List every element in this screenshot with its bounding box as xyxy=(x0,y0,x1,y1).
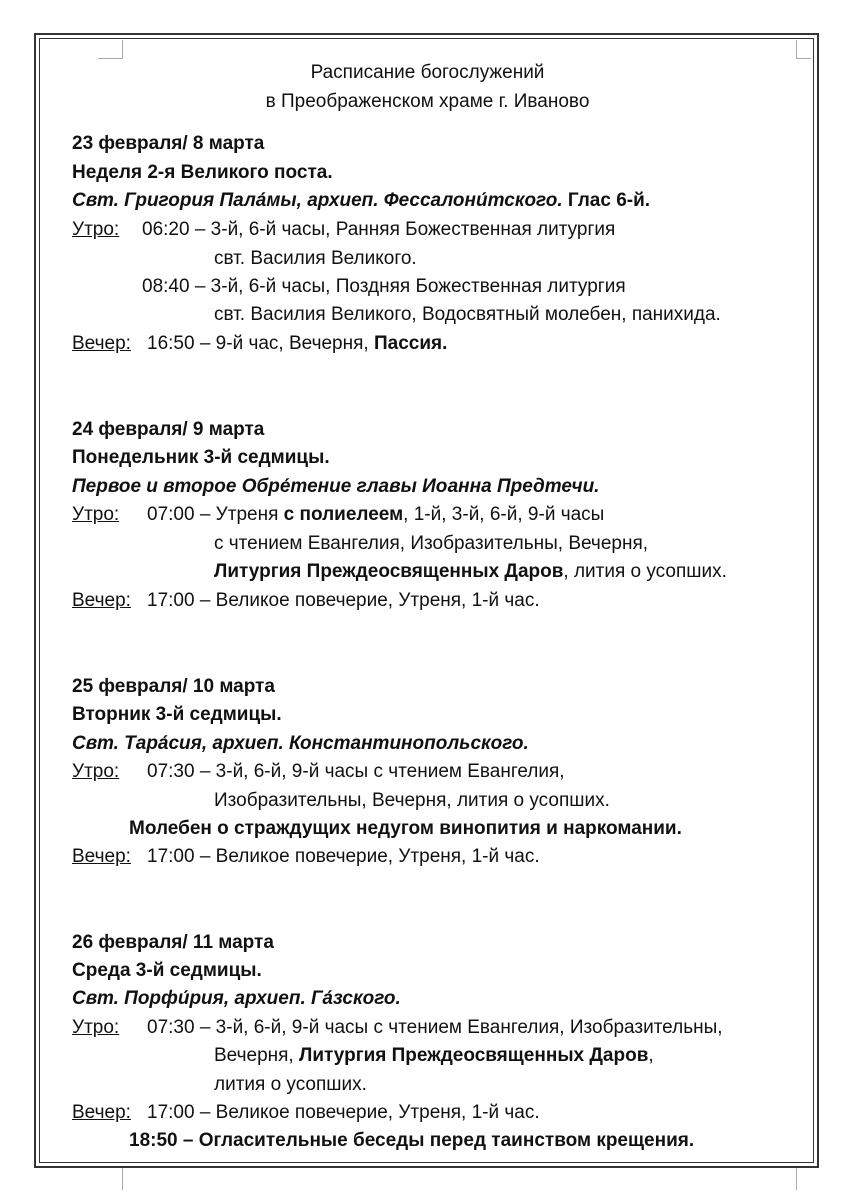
service-line: лития о усопших. xyxy=(214,1074,367,1095)
service-line: 07:00 – Утреня с полиелеем, 1-й, 3-й, 6-й, 9-й часы xyxy=(147,504,605,525)
service-line: 07:30 – 3-й, 6-й, 9-й часы с чтением Евангелия, xyxy=(147,761,565,782)
service-line: 08:40 – 3-й, 6-й часы, Поздняя Божественная литургия xyxy=(142,276,626,297)
service-line: свт. Василия Великого. xyxy=(214,248,417,269)
day-name: Неделя 2-я Великого поста. xyxy=(72,162,333,183)
service-line: 17:00 – Великое повечерие, Утреня, 1-й час. xyxy=(147,1102,540,1123)
service-line: 06:20 – 3-й, 6-й часы, Ранняя Божественная литургия xyxy=(142,219,616,240)
service-line: 17:00 – Великое повечерие, Утреня, 1-й час. xyxy=(147,846,540,867)
service-line: 17:00 – Великое повечерие, Утреня, 1-й час. xyxy=(147,590,540,611)
page-title-line2: в Преображенском храме г. Иваново xyxy=(265,91,590,112)
evening-label: Вечер: xyxy=(72,1102,131,1123)
service-line: 16:50 – 9-й час, Вечерня, Пассия. xyxy=(147,333,448,354)
service-line: Изобразительны, Вечерня, лития о усопших. xyxy=(214,790,610,811)
saint-line xyxy=(72,190,650,212)
day-date: 25 февраля/ 10 марта xyxy=(72,676,275,697)
saint-name: Первое и второе Обре́тение главы Иоанна Предтечи. xyxy=(72,476,600,497)
morning-label: Утро: xyxy=(72,219,120,240)
morning-label: Утро: xyxy=(72,1017,120,1038)
corner-mark-bottom-left xyxy=(122,1168,123,1190)
morning-label: Утро: xyxy=(72,761,120,782)
saint-name: Свт. Григория Пала́мы, архиеп. Фессалони́тского. xyxy=(72,190,563,211)
corner-mark-top-left xyxy=(98,40,123,59)
service-line: 07:30 – 3-й, 6-й, 9-й часы с чтением Евангелия, Изобразительны, xyxy=(147,1017,723,1038)
service-line-highlight: 18:50 – Огласительные беседы перед таинством крещения. xyxy=(129,1130,695,1151)
evening-label: Вечер: xyxy=(72,846,131,867)
service-line: свт. Василия Великого, Водосвятный молебен, панихида. xyxy=(214,304,721,325)
day-date: 24 февраля/ 9 марта xyxy=(72,419,265,440)
corner-mark-top-right xyxy=(796,40,811,59)
day-name: Среда 3-й седмицы. xyxy=(72,960,262,981)
saint-name: Свт. Тара́сия, архиеп. Константинопольского. xyxy=(72,733,529,754)
corner-mark-bottom-right xyxy=(796,1168,797,1190)
page-title-line1: Расписание богослужений xyxy=(310,62,545,83)
day-name: Понедельник 3-й седмицы. xyxy=(72,447,330,468)
day-date: 26 февраля/ 11 марта xyxy=(72,932,274,953)
tone: Глас 6-й. xyxy=(562,190,651,211)
service-line: Литургия Преждеосвященных Даров, лития о усопших. xyxy=(214,561,727,582)
day-name: Вторник 3-й седмицы. xyxy=(72,704,282,725)
service-line: с чтением Евангелия, Изобразительны, Вечерня, xyxy=(214,533,649,554)
evening-label: Вечер: xyxy=(72,590,131,611)
evening-label: Вечер: xyxy=(72,333,131,354)
service-line-highlight: Молебен о страждущих недугом винопития и наркомании. xyxy=(129,818,682,839)
morning-label: Утро: xyxy=(72,504,120,525)
service-line: Вечерня, Литургия Преждеосвященных Даров, xyxy=(214,1045,654,1066)
day-date: 23 февраля/ 8 марта xyxy=(72,133,265,154)
saint-name: Свт. Порфи́рия, архиеп. Га́зского. xyxy=(72,988,401,1009)
